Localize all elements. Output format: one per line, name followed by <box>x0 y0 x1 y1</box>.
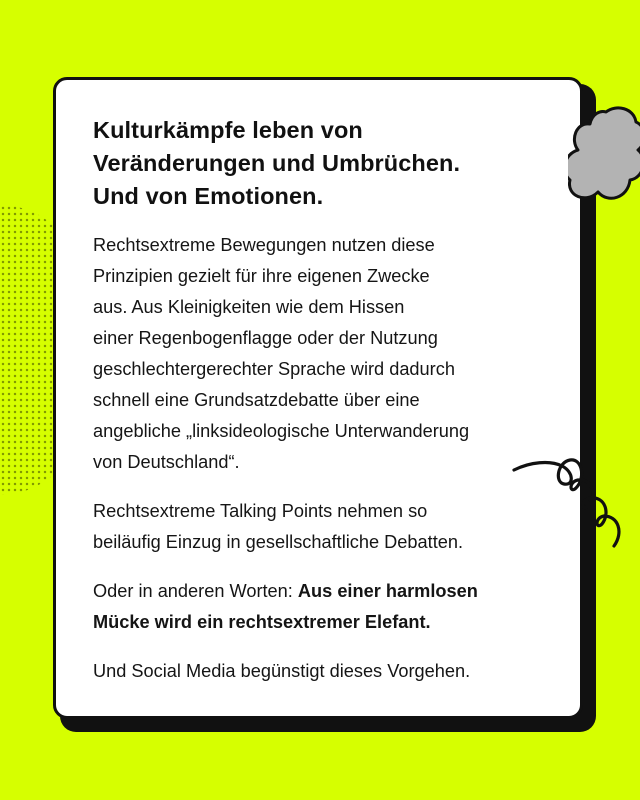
paragraph-1 <box>93 230 548 478</box>
paragraph-3 <box>93 576 548 638</box>
paragraph-2-line: Rechtsextreme Talking Points nehmen so <box>93 501 428 521</box>
paragraph-1-line: aus. Aus Kleinigkeiten wie dem Hissen <box>93 297 405 317</box>
paragraph-3-bold: Mücke wird ein rechtsextremer Elefant. <box>93 612 431 632</box>
paragraph-3-line-2 <box>93 607 548 638</box>
paragraph-1-line: angebliche „linksideologische Unterwanderung <box>93 421 470 441</box>
heading <box>93 114 548 213</box>
paragraph-1-line: einer Regenbogenflagge oder der Nutzung <box>93 328 438 348</box>
paragraph-1-line: Rechtsextreme Bewegungen nutzen diese <box>93 235 435 255</box>
paragraph-3-bold: Aus einer harmlosen <box>297 581 478 601</box>
heading-line-2: Veränderungen und Umbrüchen. <box>93 150 461 176</box>
paragraph-1-line: Prinzipien gezielt für ihre eigenen Zwecke <box>93 266 430 286</box>
paragraph-3-line-1 <box>93 576 548 607</box>
squiggle-icon <box>510 448 640 553</box>
paragraph-3-plain: Oder in anderen Worten: <box>93 581 298 601</box>
paragraph-1-line: von Deutschland“. <box>93 452 240 472</box>
paragraph-4 <box>93 656 548 687</box>
paragraph-1-line: schnell eine Grundsatzdebatte über eine <box>93 390 420 410</box>
heading-line-1: Kulturkämpfe leben von <box>93 117 363 143</box>
paragraph-2 <box>93 496 548 558</box>
paragraph-4-line: Und Social Media begünstigt dieses Vorgehen. <box>93 661 471 681</box>
paragraph-1-line: geschlechtergerechter Sprache wird dadurch <box>93 359 455 379</box>
heading-line-3: Und von Emotionen. <box>93 183 324 209</box>
paragraph-2-line: beiläufig Einzug in gesellschaftliche Debatten. <box>93 532 464 552</box>
cloud-icon <box>568 100 640 220</box>
text-card <box>53 77 583 719</box>
